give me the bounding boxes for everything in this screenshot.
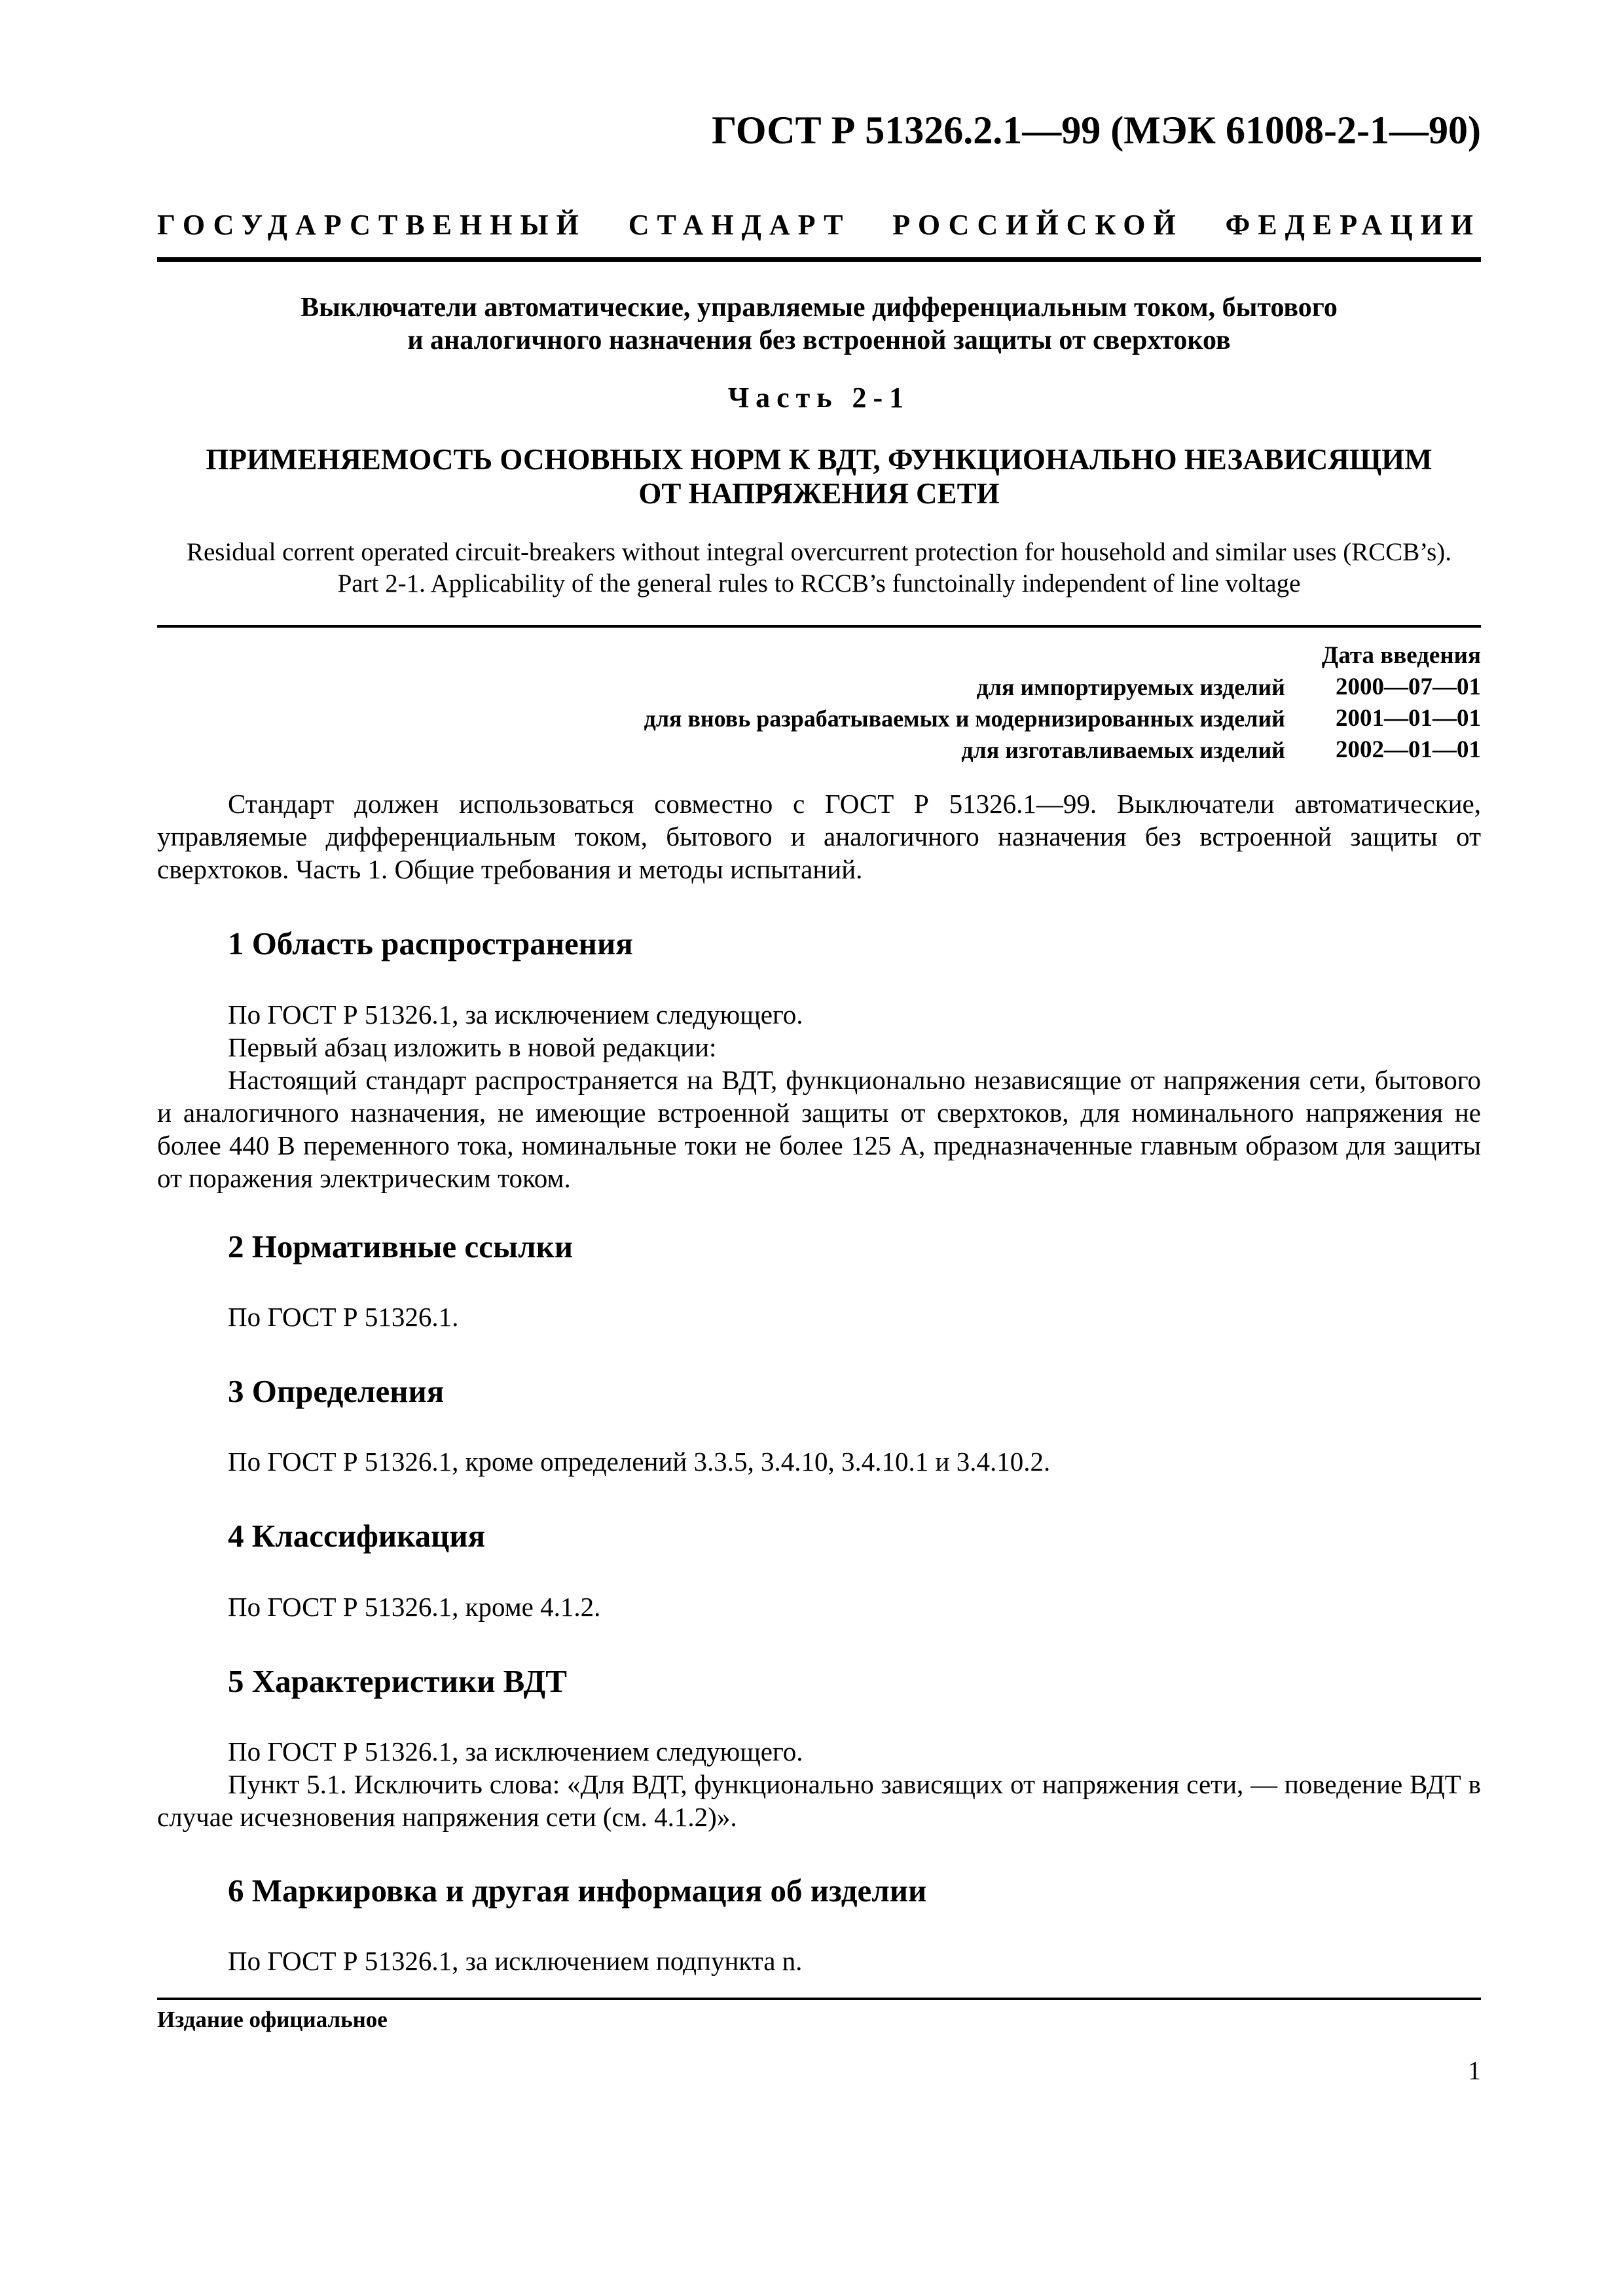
intro-paragraph: Стандарт должен использоваться совместно с ГОСТ Р 51326.1—99. Выключатели автоматические, управляемые дифференциальным током, бытового и аналогичного назначения без встроенной защиты от сверхтоков. Часть 1. Общие требования и методы испытаний. [157, 789, 1481, 884]
subtitle-line-2: ОТ НАПРЯЖЕНИЯ СЕТИ [638, 477, 1000, 510]
section-6-paragraph-1: По ГОСТ Р 51326.1, за исключением подпункта n. [228, 1946, 803, 1976]
section-5-paragraph-2: Пункт 5.1. Исключить слова: «Для ВДТ, функционально зависящих от напряжения сети, — поведение ВДТ в случае исчезновения напряжения сети (см. 4.1.2)». [157, 1769, 1481, 1832]
state-standard-banner: ГОСУДАРСТВЕННЫЙ СТАНДАРТ РОССИЙСКОЙ ФЕДЕРАЦИИ [157, 209, 1481, 241]
section-5-paragraph-1: По ГОСТ Р 51326.1, за исключением следующего. [228, 1736, 803, 1767]
title-ru-line-1: Выключатели автоматические, управляемые дифференциальным током, бытового [301, 293, 1338, 323]
section-2-paragraph-1: По ГОСТ Р 51326.1. [228, 1302, 459, 1332]
date-row-value: 2000—07—01 [1336, 673, 1481, 700]
footer-rule [157, 1998, 1481, 2000]
date-row-value: 2002—01—01 [1336, 736, 1481, 763]
introduction-dates [644, 640, 1481, 766]
page-number: 1 [1468, 2056, 1481, 2085]
title-en-line-1: Residual corrent operated circuit-breakers without integral overcurrent protection for household and similar uses (RCCB’s). [186, 538, 1452, 566]
section-heading-6: 6 Маркировка и другая информация об изделии [228, 1873, 927, 1909]
document-subtitle [157, 442, 1481, 511]
date-row [644, 672, 1481, 703]
document-title-en [157, 537, 1481, 600]
part-label: Часть 2-1 [727, 382, 911, 414]
section-1-paragraph-1: По ГОСТ Р 51326.1, за исключением следующего. [228, 999, 803, 1030]
subtitle-line-1: ПРИМЕНЯЕМОСТЬ ОСНОВНЫХ НОРМ К ВДТ, ФУНКЦИОНАЛЬНО НЕЗАВИСЯЩИМ [206, 443, 1432, 476]
section-4-paragraph-1: По ГОСТ Р 51326.1, кроме 4.1.2. [228, 1592, 601, 1622]
document-code: ГОСТ Р 51326.2.1—99 (МЭК 61008-2-1—90) [712, 109, 1481, 152]
section-heading-3: 3 Определения [228, 1373, 445, 1409]
document-title-ru [157, 291, 1481, 357]
date-row-label: для изготавливаемых изделий [961, 737, 1285, 763]
date-row [644, 734, 1481, 766]
date-row-value: 2001—01—01 [1336, 705, 1481, 732]
section-heading-2: 2 Нормативные ссылки [228, 1229, 574, 1265]
date-row [644, 703, 1481, 734]
header-rule [157, 257, 1481, 262]
date-row-label: для импортируемых изделий [976, 674, 1285, 700]
date-row-label: для вновь разрабатываемых и модернизированных изделий [644, 706, 1285, 732]
section-heading-1: 1 Область распространения [228, 925, 633, 961]
section-3-paragraph-1: По ГОСТ Р 51326.1, кроме определений 3.3.5, 3.4.10, 3.4.10.1 и 3.4.10.2. [228, 1446, 1051, 1477]
title-en-line-2: Part 2-1. Applicability of the general rules to RCCB’s functoinally independent of line voltage [337, 569, 1301, 598]
section-heading-5: 5 Характеристики ВДТ [228, 1663, 567, 1699]
section-1-paragraph-3: Настоящий стандарт распространяется на ВДТ, функционально независящие от напряжения сети, бытового и аналогичного назначения, не имеющие встроенной защиты от сверхтоков, для номинального напряжения не более 440 В переменного тока, номинальные токи не более 125 А, предназначенные главным образом для защиты от поражения электрическим током. [157, 1065, 1481, 1193]
section-heading-4: 4 Классификация [228, 1518, 486, 1554]
title-rule [157, 625, 1481, 628]
edition-label: Издание официальное [157, 2007, 388, 2032]
section-1-paragraph-2: Первый абзац изложить в новой редакции: [228, 1032, 717, 1062]
title-ru-line-2: и аналогичного назначения без встроенной защиты от сверхтоков [407, 325, 1231, 355]
dates-heading: Дата введения [1321, 642, 1481, 669]
